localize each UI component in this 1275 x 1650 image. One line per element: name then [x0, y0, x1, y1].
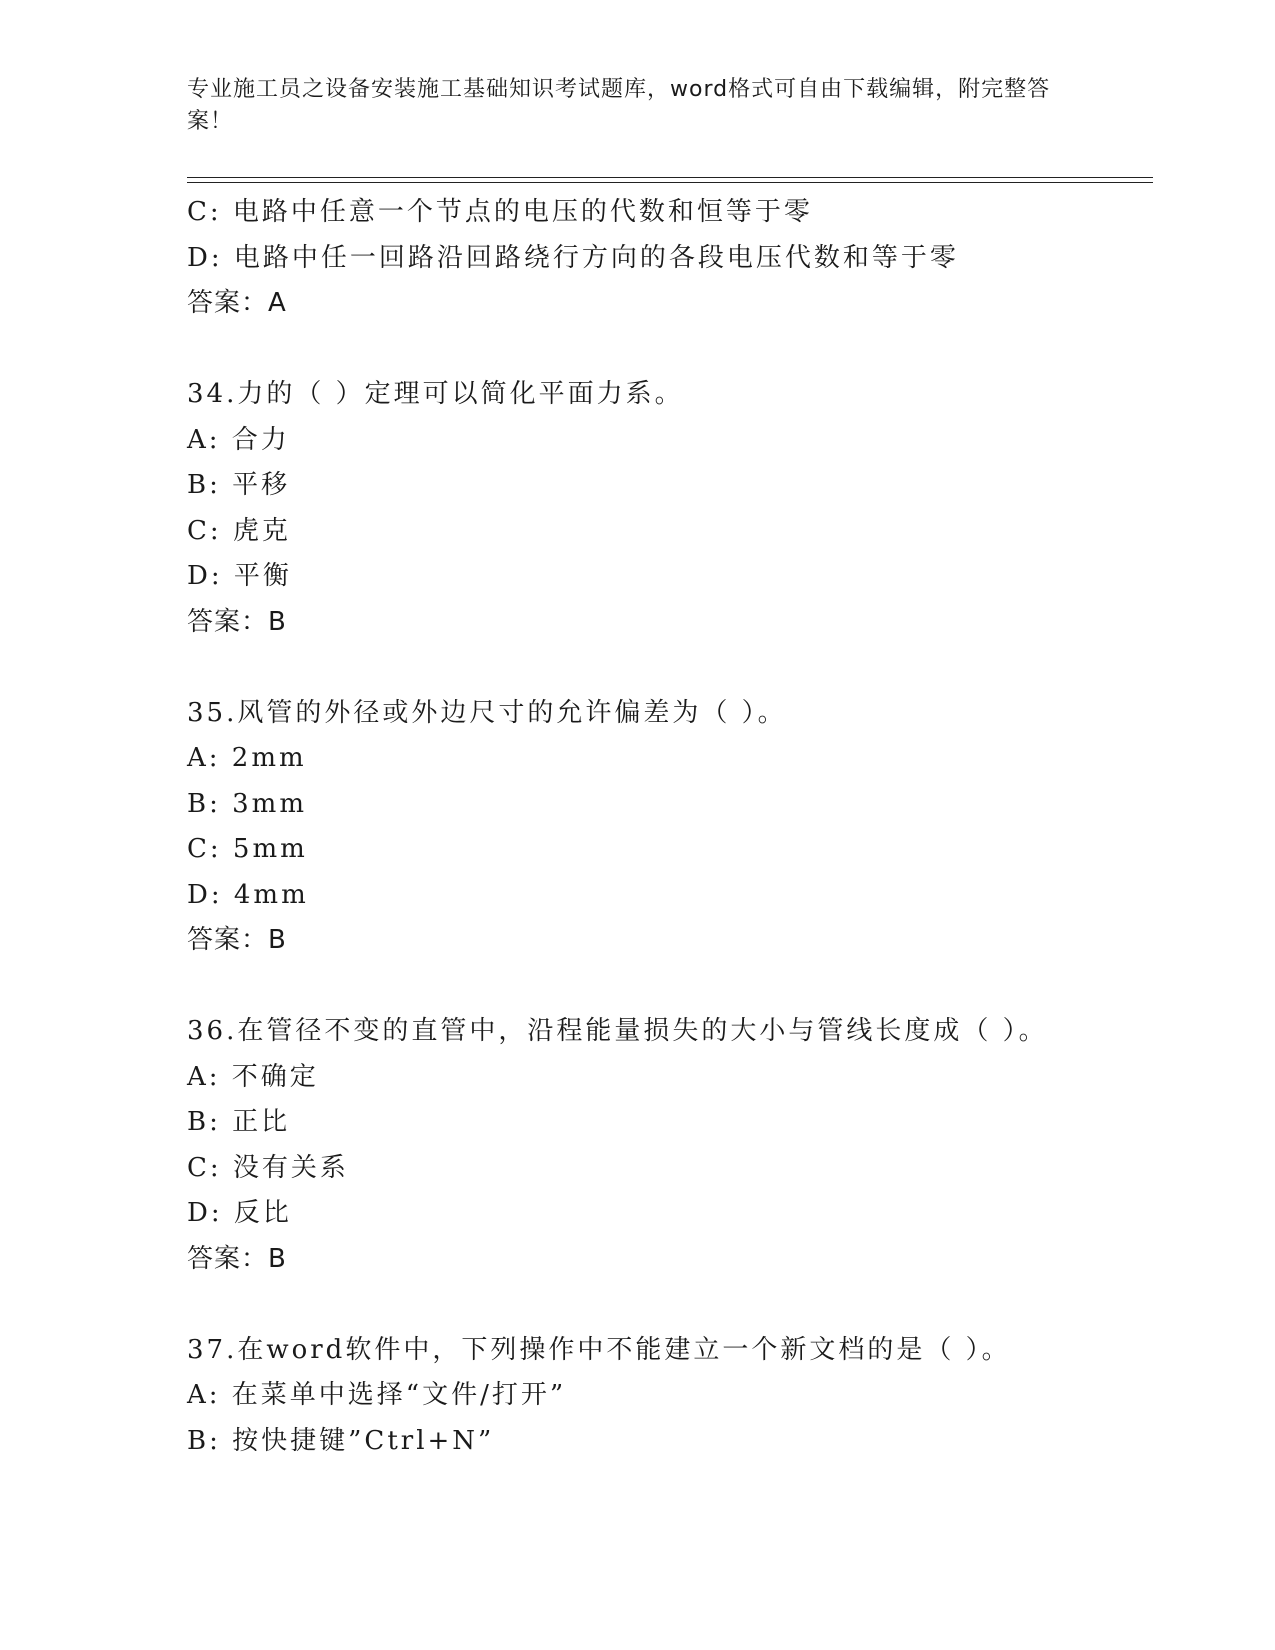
option-d: D: 电路中任一回路沿回路绕行方向的各段电压代数和等于零 — [187, 242, 959, 273]
question-35 — [187, 691, 1147, 964]
document-header: 专业施工员之设备安装施工基础知识考试题库，word格式可自由下载编辑，附完整答案！ — [187, 77, 1051, 134]
answer: 答案：B — [187, 1243, 287, 1274]
question-37 — [187, 1328, 1147, 1465]
option-a: A: 2mm — [187, 743, 307, 773]
option-d: D: 反比 — [187, 1198, 292, 1228]
option-c: C: 没有关系 — [187, 1152, 349, 1183]
option-b: B: 3mm — [187, 788, 307, 819]
question-content — [187, 190, 1147, 1464]
option-a: A: 不确定 — [187, 1061, 319, 1092]
question-stem: 35.风管的外径或外边尺寸的允许偏差为（ ）。 — [187, 697, 787, 728]
answer: 答案：B — [187, 925, 287, 955]
answer: 答案：A — [187, 288, 287, 318]
option-a: A: 在菜单中选择“文件/打开” — [187, 1380, 567, 1410]
option-c: C: 5mm — [187, 834, 308, 864]
question-stem: 34.力的（ ）定理可以简化平面力系。 — [187, 379, 684, 409]
question-stem: 37.在word软件中，下列操作中不能建立一个新文档的是（ ）。 — [187, 1334, 1011, 1365]
option-d: D: 4mm — [187, 879, 309, 910]
header-divider-double — [187, 182, 1153, 183]
option-c: C: 电路中任意一个节点的电压的代数和恒等于零 — [187, 197, 813, 227]
header-divider — [187, 177, 1153, 178]
question-36 — [187, 1009, 1147, 1282]
option-b: B: 按快捷键”Ctrl+N” — [187, 1425, 495, 1456]
option-c: C: 虎克 — [187, 515, 291, 546]
question-34 — [187, 372, 1147, 645]
option-d: D: 平衡 — [187, 561, 292, 591]
option-a: A: 合力 — [187, 424, 290, 455]
question-stem: 36.在管径不变的直管中，沿程能量损失的大小与管线长度成（ ）。 — [187, 1016, 1048, 1046]
option-b: B: 平移 — [187, 470, 291, 500]
option-b: B: 正比 — [187, 1107, 291, 1137]
answer: 答案：B — [187, 606, 287, 637]
